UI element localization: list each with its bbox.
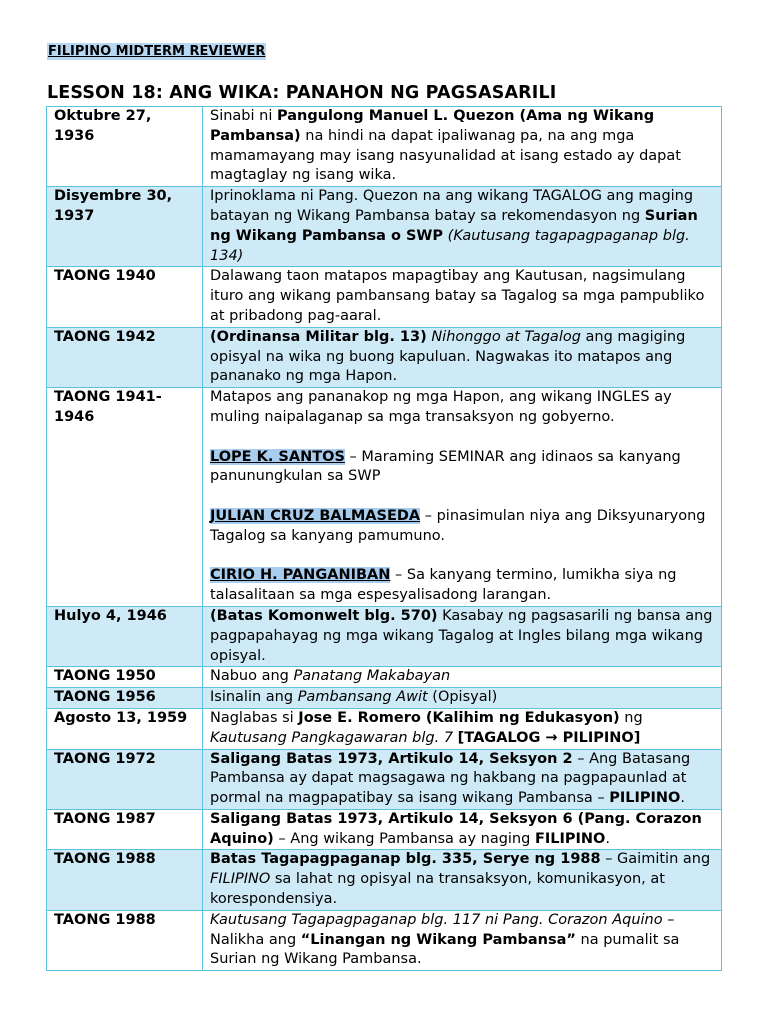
description-cell [203, 910, 722, 970]
description-text: – Ang wikang Pambansa ay naging [273, 830, 535, 847]
italic-text: Kautusang Pangkagawaran blg. 7 [210, 729, 454, 746]
table-row [47, 187, 722, 267]
date-cell: TAONG 1987 [47, 809, 203, 850]
italic-text: Nihonggo at Tagalog [431, 328, 581, 345]
description-text: na hindi na dapat ipaliwanag pa, na ang mga mamamayang may isang nasyunalidad at isang estado ay dapat magtaglay ng isang wika. [210, 127, 681, 184]
person-name: JULIAN CRUZ BALMASEDA [210, 507, 421, 524]
description-text: na pumalit sa Surian ng Wikang Pambansa. [210, 931, 680, 968]
lesson-title: LESSON 18: ANG WIKA: PANAHON NG PAGSASARILI [47, 83, 557, 103]
person-entry [210, 448, 715, 488]
italic-text: Panatang Makabayan [293, 668, 451, 685]
description-text: Matapos ang pananakop ng mga Hapon, ang wikang INGLES ay muling naipalaganap sa mga transaksyon ng gobyerno. [210, 389, 672, 425]
description-cell [203, 267, 722, 327]
bold-text: (Batas Komonwelt blg. 570) [210, 607, 438, 624]
description-cell [203, 688, 722, 709]
date-cell: TAONG 1956 [47, 688, 203, 709]
description-text: Kasabay ng pagsasarili ng bansa ang pagpapahayag ng mga wikang Tagalog at Ingles bilang mga wikang opisyal. [210, 607, 713, 664]
description-cell [203, 388, 722, 607]
description-text: ang magiging opisyal na wika ng buong kapuluan. Nagwakas ito matapos ang pananako ng mga Hapon. [210, 328, 686, 385]
document-header: FILIPINO MIDTERM REVIEWER [48, 44, 266, 59]
date-cell: TAONG 1942 [47, 327, 203, 387]
description-cell [203, 327, 722, 387]
description-text: – Nalikha ang [210, 911, 675, 948]
table-row [47, 388, 722, 607]
paragraph-gap [210, 428, 715, 448]
bold-text: Surian ng Wikang Pambansa o SWP [210, 207, 698, 244]
description-cell [203, 809, 722, 850]
description-text: – Gaimitin ang [600, 851, 711, 868]
table-row [47, 749, 722, 809]
date-cell: Disyembre 30, 1937 [47, 187, 203, 267]
bold-text: PILIPINO [609, 790, 681, 807]
description-text: Naglabas si [210, 709, 299, 726]
table-row [47, 606, 722, 666]
description-text: – Ang Batasang Pambansa ay dapat magsagawa ng hakbang na pagpapaunlad at pormal na magpapatibay sa isang wikang Pambansa – [210, 750, 691, 807]
person-description: – pinasimulan niya ang Diksyunaryong Tagalog sa kanyang pamumuno. [210, 507, 706, 544]
italic-text: Kautusang Tagapagpaganap blg. 117 ni Pang. Corazon Aquino [210, 911, 663, 928]
timeline-table [46, 106, 722, 971]
description-text: Isinalin ang [210, 689, 298, 706]
person-name: LOPE K. SANTOS [210, 448, 345, 465]
person-description: – Sa kanyang termino, lumikha siya ng talasalitaan sa mga espesyalisadong larangan. [210, 567, 677, 604]
bold-text: Saligang Batas 1973, Artikulo 14, Seksyon 6 (Pang. Corazon Aquino) [210, 810, 702, 847]
table-row [47, 809, 722, 850]
table-row [47, 327, 722, 387]
description-text: . [680, 790, 685, 807]
description-cell [203, 667, 722, 688]
date-cell: Hulyo 4, 1946 [47, 606, 203, 666]
date-cell: TAONG 1950 [47, 667, 203, 688]
description-text: ng [619, 709, 643, 726]
description-cell [203, 749, 722, 809]
italic-text: Pambansang Awit [297, 689, 428, 706]
italic-text: (Kautusang tagapagpaganap blg. 134) [210, 227, 690, 264]
italic-text: FILIPINO [210, 871, 271, 888]
description-cell [203, 606, 722, 666]
description-text: . [605, 830, 610, 847]
description-cell [203, 107, 722, 187]
bold-text: FILIPINO [534, 830, 606, 847]
description-cell [203, 850, 722, 910]
description-text: Dalawang taon matapos mapagtibay ang Kautusan, nagsimulang ituro ang wikang pambansang batay sa Tagalog sa mga pampubliko at pribadong pag-aaral. [210, 268, 705, 324]
description-text: Nabuo ang [210, 668, 294, 685]
bold-text: Jose E. Romero (Kalihim ng Edukasyon) [298, 709, 620, 726]
date-cell: TAONG 1940 [47, 267, 203, 327]
person-name: CIRIO H. PANGANIBAN [210, 567, 391, 584]
description-cell [203, 187, 722, 267]
person-entry [210, 566, 715, 606]
table-row [47, 850, 722, 910]
description-cell [203, 708, 722, 749]
person-description: – Maraming SEMINAR ang idinaos sa kanyang panunungkulan sa SWP [210, 448, 681, 485]
table-row [47, 708, 722, 749]
bold-text: “Linangan ng Wikang Pambansa” [300, 931, 576, 948]
description-text: Iprinoklama ni Pang. Quezon na ang wikang TAGALOG ang maging batayan ng Wikang Pambansa batay sa rekomendasyon ng [210, 188, 694, 224]
table-row [47, 667, 722, 688]
bold-text: Pangulong Manuel L. Quezon (Ama ng Wikang Pambansa) [210, 108, 655, 144]
person-entry [210, 507, 715, 547]
table-row [47, 688, 722, 709]
bold-text: Saligang Batas 1973, Artikulo 14, Seksyon 2 [210, 750, 573, 767]
date-cell: Agosto 13, 1959 [47, 708, 203, 749]
date-cell: TAONG 1988 [47, 910, 203, 970]
description-text: sa lahat ng opisyal na transaksyon, komunikasyon, at korespondensiya. [210, 871, 665, 908]
date-cell: TAONG 1941-1946 [47, 388, 203, 607]
date-cell: TAONG 1972 [47, 749, 203, 809]
bold-text: [TAGALOG → PILIPINO] [457, 729, 641, 746]
table-row [47, 107, 722, 187]
bold-text: (Ordinansa Militar blg. 13) [210, 328, 427, 345]
date-cell: Oktubre 27, 1936 [47, 107, 203, 187]
paragraph-gap [210, 487, 715, 507]
description-text: (Opisyal) [427, 689, 498, 706]
description-text: Sinabi ni [210, 108, 277, 124]
paragraph-gap [210, 547, 715, 567]
bold-text: Batas Tagapagpaganap blg. 335, Serye ng 1988 [210, 851, 601, 868]
table-row [47, 910, 722, 970]
date-cell: TAONG 1988 [47, 850, 203, 910]
table-row [47, 267, 722, 327]
